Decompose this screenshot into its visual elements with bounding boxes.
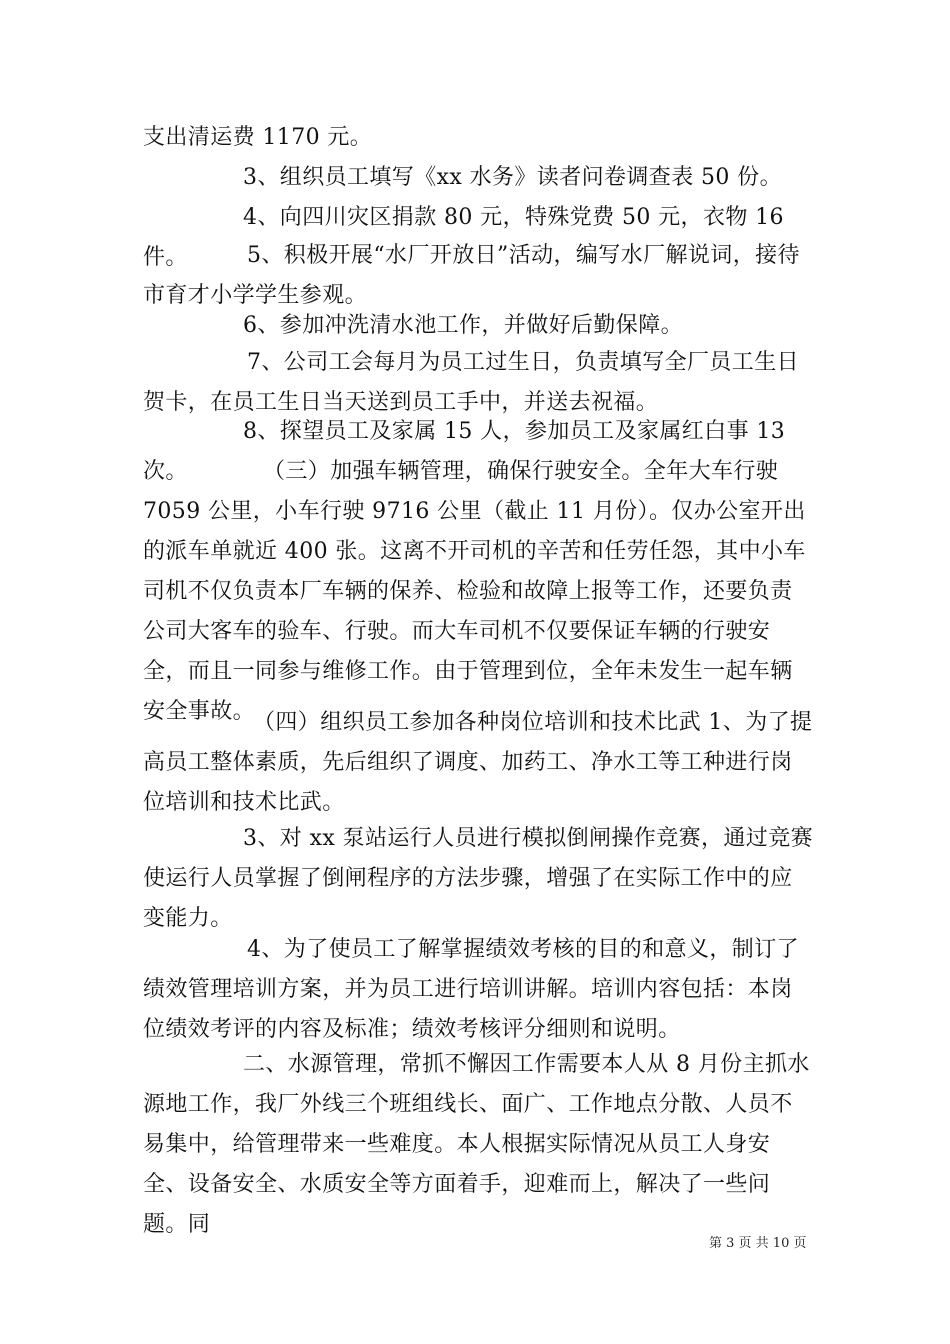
- page-footer: 第 3 页 共 10 页: [709, 1236, 807, 1251]
- paragraph-6: 7、公司工会每月为员工过生日，负责填写全厂员工生日贺卡，在员工生日当天送到员工手中，并送去祝福。: [143, 350, 799, 415]
- paragraph-5: 6、参加冲洗清水池工作，并做好后勤保障。: [243, 313, 683, 338]
- paragraph-8: （三）加强车辆管理，确保行驶安全。全年大车行驶 7059 公里，小车行驶 9716 公里（截止 11 月份）。仅办公室开出的派车单就近 400 张。这离不开司机的辛苦和任劳任怨，其中小车司机不仅负责本厂车辆的保养、检验和故障上报等工作，还要负责公司大客车的验车、行驶。而大车司机不仅要保证车辆的行驶安全，而且一同参与维修工作。由于管理到位，全年未发生一起车辆安全事故。: [143, 459, 806, 724]
- paragraph-11: 4、为了使员工了解掌握绩效考核的目的和意义，制订了绩效管理培训方案，并为员工进行培训讲解。培训内容包括：本岗位绩效考评的内容及标准；绩效考核评分细则和说明。: [143, 937, 799, 1042]
- paragraph-3: 4、向四川灾区捐款 80 元，特殊党费 50 元，衣物 16 件。: [143, 205, 784, 270]
- paragraph-7: 8、探望员工及家属 15 人，参加员工及家属红白事 13 次。: [143, 419, 786, 484]
- paragraph-12: 二、水源管理，常抓不懈因工作需要本人从 8 月份主抓水源地工作，我厂外线三个班组线长、面广、工作地点分散、人员不易集中，给管理带来一些难度。本人根据实际情况从员工人身安全、设备安全、水质安全等方面着手，迎难而上，解决了一些问题。同: [143, 1052, 810, 1237]
- paragraph-10: 3、对 xx 泵站运行人员进行模拟倒闸操作竞赛，通过竞赛使运行人员掌握了倒闸程序的方法步骤，增强了在实际工作中的应变能力。: [143, 826, 813, 931]
- paragraph-4: 5、积极开展“水厂开放日”活动，编写水厂解说词，接待市育才小学学生参观。: [143, 243, 800, 308]
- paragraph-1: 支出清运费 1170 元。: [143, 125, 373, 150]
- paragraph-2: 3、组织员工填写《xx 水务》读者问卷调查表 50 份。: [243, 165, 782, 190]
- paragraph-9: （四）组织员工参加各种岗位培训和技术比武 1、为了提高员工整体素质，先后组织了调度、加药工、净水工等工种进行岗位培训和技术比武。: [143, 710, 813, 815]
